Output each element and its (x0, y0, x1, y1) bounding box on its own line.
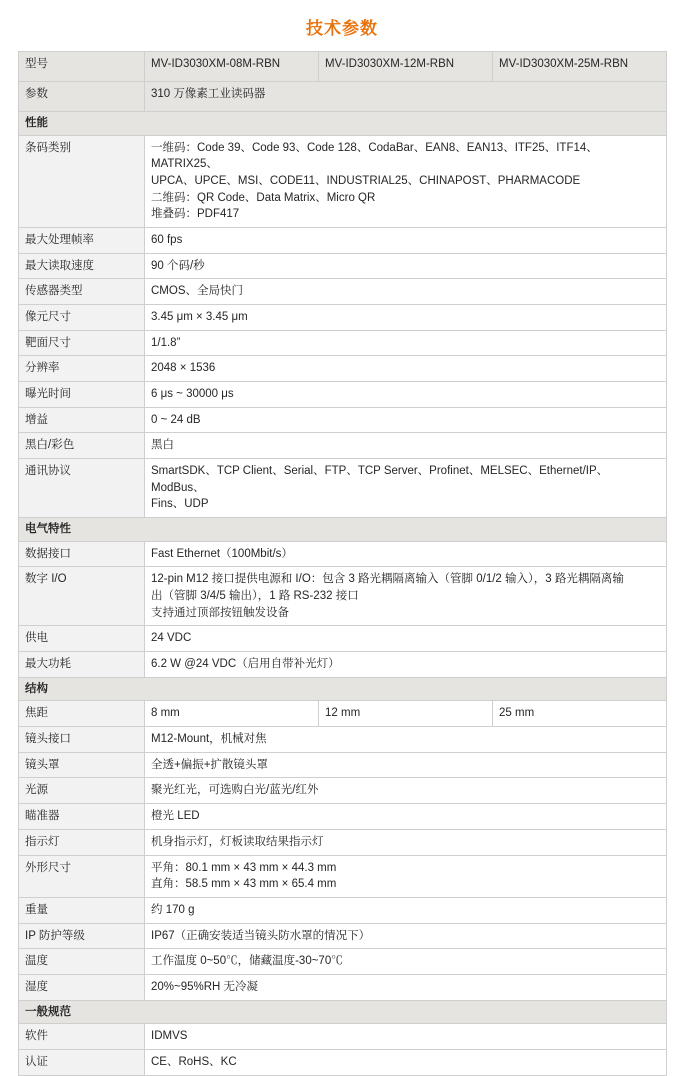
table-row (19, 778, 667, 804)
row-value (145, 829, 667, 855)
header-summary: 310 万像素工业读码器 (145, 82, 667, 112)
row-label: 传感器类型 (19, 279, 145, 305)
row-value-line: 约 170 g (151, 903, 195, 916)
table-row (19, 541, 667, 567)
row-value (145, 433, 667, 459)
row-value-line: 橙光 LED (151, 810, 200, 823)
section-header-row (19, 112, 667, 136)
row-label: 指示灯 (19, 829, 145, 855)
row-value-line: 一维码：Code 39、Code 93、Code 128、CodaBar、EAN8、EAN13、ITF25、ITF14、MATRIX25、 (151, 141, 598, 171)
row-label: 靶面尺寸 (19, 330, 145, 356)
table-body (19, 52, 667, 1076)
row-value (145, 752, 667, 778)
row-value (145, 652, 667, 678)
section-title: 一般规范 (19, 1000, 667, 1024)
row-label: 瞄准器 (19, 804, 145, 830)
row-label: 条码类别 (19, 135, 145, 227)
section-header-row (19, 1000, 667, 1024)
row-value-line: 平角：80.1 mm × 43 mm × 44.3 mm (151, 861, 337, 874)
row-value (145, 407, 667, 433)
row-label: 认证 (19, 1049, 145, 1075)
row-value-line: 90 个码/秒 (151, 259, 205, 272)
table-row (19, 356, 667, 382)
row-value-line: 6.2 W @24 VDC（启用自带补光灯） (151, 658, 340, 671)
row-label: 镜头罩 (19, 752, 145, 778)
row-value-line: 2048 × 1536 (151, 362, 216, 375)
row-label: 数据接口 (19, 541, 145, 567)
page-title: 技术参数 (306, 19, 378, 38)
row-label: 温度 (19, 949, 145, 975)
row-value-line: 20%~95%RH 无冷凝 (151, 980, 259, 993)
table-row (19, 135, 667, 227)
row-value-line: 工作温度 0~50℃，储藏温度-30~70℃ (151, 955, 343, 968)
table-row (19, 855, 667, 897)
row-label: 外形尺寸 (19, 855, 145, 897)
table-row (19, 305, 667, 331)
table-row (19, 459, 667, 518)
row-value-line: 出（管脚 3/4/5 输出），1 路 RS-232 接口 (151, 590, 359, 603)
row-label: 软件 (19, 1024, 145, 1050)
row-value-line: 0 ~ 24 dB (151, 413, 201, 426)
row-value-line: Fast Ethernet（100Mbit/s） (151, 547, 293, 560)
row-value-line: 聚光红光，可选购白光/蓝光/红外 (151, 784, 319, 797)
section-header-row (19, 677, 667, 701)
table-row (19, 829, 667, 855)
header-model-1: MV-ID3030XM-08M-RBN (145, 52, 319, 82)
row-value (145, 356, 667, 382)
row-value: 12 mm (319, 701, 493, 727)
row-value-line: 直角：58.5 mm × 43 mm × 65.4 mm (151, 878, 337, 891)
row-value-line: 机身指示灯，灯板读取结果指示灯 (151, 835, 324, 848)
specification-table (18, 51, 667, 1076)
row-label: 最大功耗 (19, 652, 145, 678)
section-title: 性能 (19, 112, 667, 136)
table-row (19, 228, 667, 254)
row-value-line: SmartSDK、TCP Client、Serial、FTP、TCP Server、Profinet、MELSEC、Ethernet/IP、ModBus、 (151, 465, 609, 494)
row-value-line: M12-Mount，机械对焦 (151, 733, 267, 746)
row-label: 镜头接口 (19, 727, 145, 753)
header-model-2: MV-ID3030XM-12M-RBN (319, 52, 493, 82)
row-value-line: 黑白 (151, 439, 174, 452)
table-row (19, 407, 667, 433)
row-value (145, 382, 667, 408)
table-row (19, 279, 667, 305)
row-value (145, 567, 667, 626)
row-label: 增益 (19, 407, 145, 433)
row-value (145, 305, 667, 331)
table-row (19, 897, 667, 923)
table-row (19, 752, 667, 778)
row-value (145, 1024, 667, 1050)
row-value (145, 135, 667, 227)
row-value (145, 459, 667, 518)
header-model-3: MV-ID3030XM-25M-RBN (493, 52, 667, 82)
table-row (19, 330, 667, 356)
row-value (145, 330, 667, 356)
row-label: 光源 (19, 778, 145, 804)
row-label: 曝光时间 (19, 382, 145, 408)
row-value-line: 全透+偏振+扩散镜头罩 (151, 758, 268, 771)
row-value (145, 253, 667, 279)
row-value (145, 228, 667, 254)
row-label: 最大处理帧率 (19, 228, 145, 254)
row-value-line: IP67（正确安装适当镜头防水罩的情况下） (151, 929, 371, 942)
row-label: 数字 I/O (19, 567, 145, 626)
row-label: IP 防护等级 (19, 923, 145, 949)
section-title: 结构 (19, 677, 667, 701)
row-value (145, 949, 667, 975)
row-value (145, 541, 667, 567)
table-row (19, 433, 667, 459)
row-value (145, 897, 667, 923)
row-value-line: 二维码：QR Code、Data Matrix、Micro QR (151, 191, 376, 204)
table-row (19, 253, 667, 279)
table-row (19, 652, 667, 678)
row-label: 焦距 (19, 701, 145, 727)
row-value-line: 6 μs ~ 30000 μs (151, 388, 234, 401)
table-row (19, 804, 667, 830)
row-value-line: IDMVS (151, 1030, 188, 1043)
row-value-line: CMOS、全局快门 (151, 285, 243, 298)
row-value-line: CE、RoHS、KC (151, 1055, 237, 1068)
table-row (19, 974, 667, 1000)
table-row (19, 727, 667, 753)
section-header-row (19, 518, 667, 542)
row-label: 通讯协议 (19, 459, 145, 518)
table-row (19, 949, 667, 975)
table-summary-row (19, 82, 667, 112)
row-value: 25 mm (493, 701, 667, 727)
row-value-line: 24 VDC (151, 632, 192, 645)
row-value (145, 1049, 667, 1075)
row-label: 供电 (19, 626, 145, 652)
row-value-line: Fins、UDP (151, 498, 209, 511)
row-value (145, 855, 667, 897)
row-label: 湿度 (19, 974, 145, 1000)
section-title: 电气特性 (19, 518, 667, 542)
row-value (145, 626, 667, 652)
row-value-line: 支持通过顶部按钮触发设备 (151, 606, 289, 619)
table-header-row (19, 52, 667, 82)
table-row (19, 567, 667, 626)
row-value-line: UPCA、UPCE、MSI、CODE11、INDUSTRIAL25、CHINAPOST、PHARMACODE (151, 175, 581, 188)
table-row (19, 701, 667, 727)
row-value (145, 804, 667, 830)
row-value (145, 974, 667, 1000)
row-label: 像元尺寸 (19, 305, 145, 331)
table-row (19, 382, 667, 408)
row-label: 最大读取速度 (19, 253, 145, 279)
row-value-line: 12-pin M12 接口提供电源和 I/O：包含 3 路光耦隔离输入（管脚 0/1/2 输入），3 路光耦隔离输 (151, 573, 624, 586)
header-label-param: 参数 (19, 82, 145, 112)
table-row (19, 1049, 667, 1075)
row-value (145, 279, 667, 305)
table-row (19, 1024, 667, 1050)
header-label-model: 型号 (19, 52, 145, 82)
row-value-line: 堆叠码：PDF417 (151, 208, 240, 221)
row-label: 分辨率 (19, 356, 145, 382)
row-value (145, 778, 667, 804)
row-value (145, 727, 667, 753)
row-label: 重量 (19, 897, 145, 923)
row-value-line: 3.45 μm × 3.45 μm (151, 311, 248, 324)
table-row (19, 923, 667, 949)
row-value (145, 923, 667, 949)
row-label: 黑白/彩色 (19, 433, 145, 459)
row-value: 8 mm (145, 701, 319, 727)
row-value-line: 60 fps (151, 234, 183, 247)
table-row (19, 626, 667, 652)
row-value-line: 1/1.8” (151, 336, 181, 349)
